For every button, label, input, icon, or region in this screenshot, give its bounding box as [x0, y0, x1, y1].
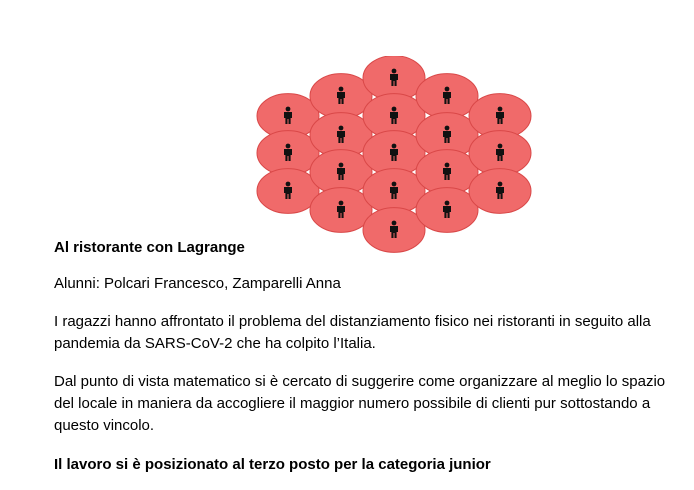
paragraph-intro: I ragazzi hanno affrontato il problema del distanziamento fisico nei ristoranti in seguito alla pandemia da SARS-CoV-2 che ha colpito l’Italia. — [54, 313, 651, 352]
table-circle — [363, 169, 425, 214]
document-closing: Il lavoro si è posizionato al terzo posto per la categoria junior — [54, 456, 491, 473]
document-title: Al ristorante con Lagrange — [54, 239, 245, 256]
table-circle — [310, 188, 372, 233]
table-circle — [416, 74, 478, 119]
table-circle — [416, 188, 478, 233]
paragraph-math: Dal punto di vista matematico si è cercato di suggerire come organizzare al meglio lo spazio del locale in maniera da accogliere il maggior numero possibile di clienti pur sottostando a questo vincolo. — [54, 373, 666, 434]
table-circle — [257, 169, 319, 214]
table-circle — [469, 169, 531, 214]
circle-packing-figure — [254, 56, 534, 256]
document-authors: Alunni: Polcari Francesco, Zamparelli Anna — [54, 275, 341, 292]
